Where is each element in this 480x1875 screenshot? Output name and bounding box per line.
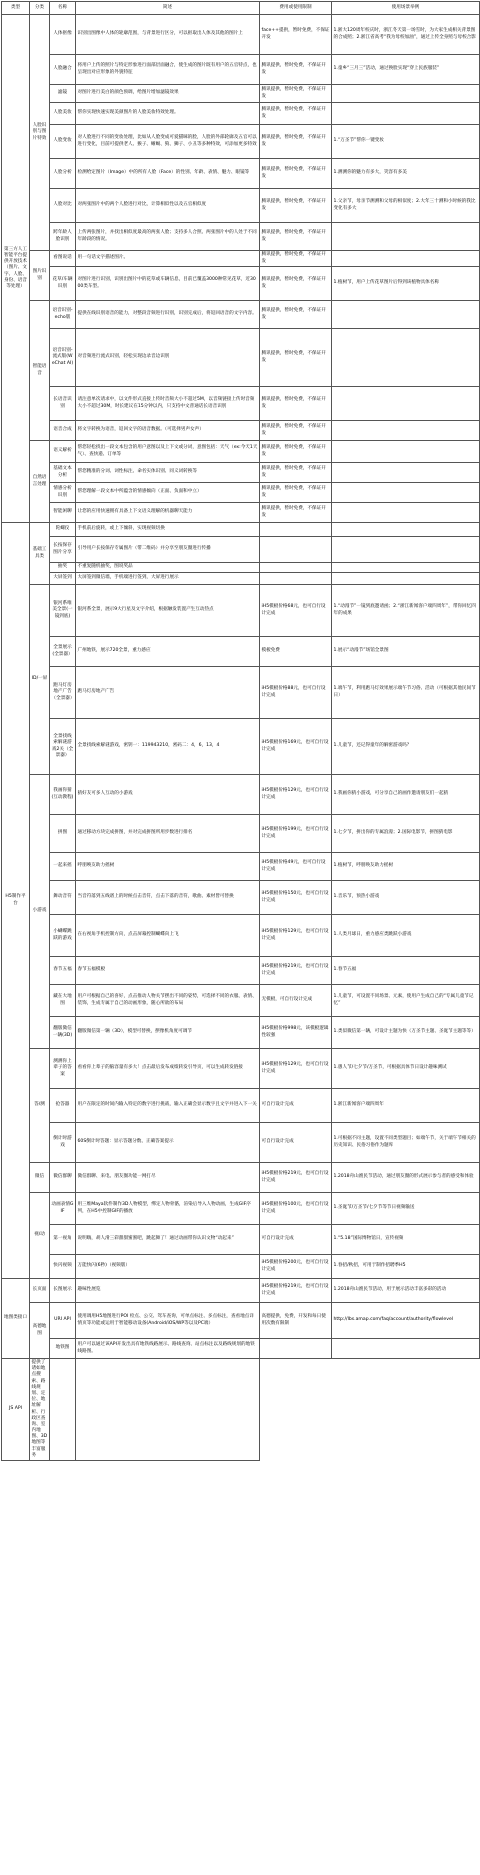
fee-cell: iH5模板价格200元，也可自行设计完成 [260, 1255, 332, 1279]
fee-cell: iH5模板价格219元，也可自行设计完成 [260, 1279, 332, 1303]
table-header [2, 2, 480, 15]
description-cell: 用户可根据自己的喜好，点击推动人物关节摆出不同的姿势，可选择不同的衣服、表情、装饰，生成专属于自己的动画形象，随心所欲的布局 [76, 985, 260, 1017]
table-row [2, 637, 480, 667]
name-cell: 人体抠像 [50, 15, 76, 55]
table-row [2, 125, 480, 159]
table-row [2, 441, 480, 463]
fee-cell: 可自行设计完成 [260, 1225, 332, 1255]
fee-cell: iH5模板价格998元，该模板逻辑性较强 [260, 1017, 332, 1049]
table-row [2, 1193, 480, 1225]
fee-cell: iH5模板价格129元，也可自行设计完成 [260, 915, 332, 957]
table-row [2, 957, 480, 985]
table-row [2, 159, 480, 189]
table-row [2, 1123, 480, 1163]
fee-cell: iH5模板价格88元，也可自行设计完成 [260, 667, 332, 719]
table-row [2, 1089, 480, 1123]
description-cell: 当音符落到五线谱上的时候点击音符，点击下落的音符，歌曲、素材皆可替换 [76, 881, 260, 915]
name-cell: 银河系唯美全景(一镜到底) [50, 585, 76, 637]
category-cell: 图片识别 [30, 251, 50, 301]
fee-cell: 腾讯提供，暂时免费，不保证开发 [260, 483, 332, 503]
name-cell: 全景找线索解谜游戏2关（全景器） [50, 719, 76, 775]
table-row [2, 915, 480, 957]
use-case-cell: 1.植树节，呼朋唤友助力摇树 [332, 853, 480, 881]
name-cell: 小蝴蝶跳跃的游戏 [50, 915, 76, 957]
use-case-cell: 1.春节五福 [332, 957, 480, 985]
use-case-cell [332, 421, 480, 441]
fee-cell: iH5模板价格219元，也可自行设计完成 [260, 957, 332, 985]
name-cell: 藏在大地图 [50, 985, 76, 1017]
fee-cell: 腾讯提供，暂时免费，不保证开发 [260, 103, 332, 125]
name-cell: 倒计时游戏 [50, 1123, 76, 1163]
table-row [2, 387, 480, 421]
description-cell: 用户在限定的时间内输入特定的数字进行挑战，输入正确会显示数字且文字并进入下一关 [76, 1089, 260, 1123]
fee-cell: iH5模板价格68元，也可自行设计完成 [260, 585, 332, 637]
table-row [2, 103, 480, 125]
fee-cell: 腾讯提供，暂时免费，不保证开发 [260, 441, 332, 463]
category-cell: 长页面 [30, 1279, 50, 1303]
fee-cell: iH5模板价格150元，也可自行设计完成 [260, 881, 332, 915]
fee-cell: iH5模板价格129元，也可自行设计完成 [260, 1049, 332, 1089]
fee-cell: face++提供，暂时免费，不保证开发 [260, 15, 332, 55]
use-case-cell [332, 573, 480, 585]
description-cell: 看看你上辈子的脑容量有多大！点击最后发布成绩转发引导页，可以生成转发链接 [76, 1049, 260, 1089]
use-case-cell: 1.童乡“三月三”活动，通过换脸实现“穿上民族服装” [332, 55, 480, 85]
use-case-cell [332, 463, 480, 483]
use-case-cell: 1.春招/秋招，可用于制作招聘季H5 [332, 1255, 480, 1279]
description-cell: 提供在线识别语音的能力，对整段音频进行识别，识别完成后，将返回语音的文字内容。 [76, 301, 260, 329]
fee-cell [260, 537, 332, 563]
name-cell: 人脸融合 [50, 55, 76, 85]
name-cell: 抽奖 [50, 563, 76, 573]
use-case-cell: 1.我画你猜小游戏，可分享自己的画作邀请朋友们一起猜 [332, 775, 480, 815]
name-cell: 微信群聊 [50, 1163, 76, 1193]
description-cell: 将用户上传的照片与特定形象进行面部层面融合，使生成的图片既有用户的五官特点，也呈现出对应形象的外貌特征 [76, 55, 260, 85]
fee-cell: 腾讯提供，暂时免费，不保证开发 [260, 159, 332, 189]
description-cell: 手机前后旋转，或上下倾斜，实现视频切换 [76, 523, 260, 537]
description-cell: 通过移动方块完成拼图，并对完成拼图所用步数进行排名 [76, 815, 260, 853]
description-cell: 帮您轻松找出一段文本包含的用户意图以及上下文或分词，意图包括：天气（ex:今天1天气）、查快递、订单等 [76, 441, 260, 463]
description-cell: 万能快闪(6秒)（视频版） [76, 1255, 260, 1279]
fee-cell: 腾讯提供，暂时免费，不保证开发 [260, 267, 332, 301]
description-cell: 帮你实现快速实现美颜图片的人脸美妆特效处理。 [76, 103, 260, 125]
use-case-cell [332, 483, 480, 503]
category-cell: 基础工具类 [30, 523, 50, 585]
use-case-cell: 1.展示“动漫节”场馆全景图 [332, 637, 480, 667]
name-cell: 测测你上辈子的答案 [50, 1049, 76, 1089]
fee-cell: 腾讯提供，暂时免费，不保证开发 [260, 463, 332, 483]
name-cell: 第一视角 [50, 1225, 76, 1255]
fee-cell: iH5模板价格199元，也可自行设计完成 [260, 815, 332, 853]
table-row [2, 267, 480, 301]
fee-cell: 腾讯提供，暂时免费，不保证开发 [260, 387, 332, 421]
table-row [2, 1359, 480, 1461]
table-row [2, 523, 480, 537]
use-case-cell: http://lbs.amap.com/faq/account/authority/flowlevel [332, 1303, 480, 1339]
description-cell: 用一句话文字描述图片。 [76, 251, 260, 267]
fee-cell: 腾讯提供，暂时免费，不保证开发 [260, 85, 332, 103]
use-case-cell: 1.圣诞节/万圣节/七夕节等节日视频输送 [332, 1193, 480, 1225]
use-case-cell [332, 503, 480, 523]
fee-cell: 腾讯提供，暂时免费，不保证开发 [260, 503, 332, 523]
table-row [2, 1017, 480, 1049]
fee-cell: iH5模板价格100元，也可自行设计完成 [260, 1193, 332, 1225]
description-cell: 将文字转换为语音，返回文字的语音数据。（可选择男声女声） [76, 421, 260, 441]
use-case-cell: 1.浙江新闻客户端四周年 [332, 1089, 480, 1123]
name-cell: 滤镜 [50, 85, 76, 103]
category-cell: 自然语言处理 [30, 441, 50, 523]
table-row [2, 463, 480, 483]
capability-table [1, 1, 480, 1461]
use-case-cell [332, 251, 480, 267]
name-cell: 一起来摇 [50, 853, 76, 881]
description-cell: 对音频进行流式识别，轻松实现边录音边识别 [76, 329, 260, 387]
name-cell: 快闪视频 [50, 1255, 76, 1279]
use-case-cell [332, 537, 480, 563]
name-cell: 人脸对比 [50, 189, 76, 223]
description-cell: 不重复随机抽奖，图说奖品 [76, 563, 260, 573]
description-cell: 用户可以通过该API开发出具有地铁线路展示、路线查询、站点标注以及路线规划的地铁线路图。 [76, 1339, 260, 1359]
use-case-cell: 1.2018舟山渔民节活动，用于展示活动丰富多彩的活动 [332, 1279, 480, 1303]
table-row [2, 985, 480, 1017]
name-cell: 舞动音符 [50, 881, 76, 915]
header-fee: 费用或使用限制 [260, 2, 332, 15]
description-cell: 上传两张图片，并找出相似度最高的两张人脸；支持多人合照、两张图片中的人处于不同年龄段的情况。 [76, 223, 260, 251]
fee-cell: iH5模板价格129元，也可自行设计完成 [260, 775, 332, 815]
use-case-cell [332, 103, 480, 125]
use-case-cell: 1.愚人节/七夕节/万圣节，可根据具体节日设计趣味测试 [332, 1049, 480, 1089]
name-cell: 抢答器 [50, 1089, 76, 1123]
description-cell: 引导用户长按保存专属图片（带二维码）并分享至朋友圈进行传播 [76, 537, 260, 563]
name-cell: 智能闲聊 [50, 503, 76, 523]
use-case-cell: 1.儿童节，还记得童年的解密游戏吗？ [332, 719, 480, 775]
name-cell: 长按保存图片分享 [50, 537, 76, 563]
category-cell: 答/测 [30, 1049, 50, 1163]
table-row [2, 15, 480, 55]
name-cell: 情感分析识别 [50, 483, 76, 503]
name-cell: 花草/车辆识别 [50, 267, 76, 301]
name-cell: 看图说话 [50, 251, 76, 267]
fee-cell: 腾讯提供，暂时免费，不保证开发 [260, 189, 332, 223]
description-cell: 翻版微信第一辆（3D），模型可替换，摆像机角度可调节 [76, 1017, 260, 1049]
description-cell: 帮您理解一段文本中所蕴含的情感倾向（正面、负面和中立） [76, 483, 260, 503]
name-cell: 跨年龄人脸识别 [50, 223, 76, 251]
use-case-cell [332, 301, 480, 329]
table-row [2, 1049, 480, 1089]
category-cell: 微信 [30, 1163, 50, 1193]
table-row [2, 223, 480, 251]
description-cell: 跑马灯房地产广告 [76, 667, 260, 719]
use-case-cell [332, 85, 480, 103]
fee-cell: iH5模板价格49元，也可自行设计完成 [260, 853, 332, 881]
table-row [2, 1255, 480, 1279]
header-use-case: 使用场景举例 [332, 2, 480, 15]
table-row [2, 585, 480, 637]
name-cell: 跑马灯房地产广告（全景器） [50, 667, 76, 719]
header-description: 简述 [76, 2, 260, 15]
fee-cell [260, 1339, 332, 1359]
fee-cell: 腾讯提供，暂时免费，不保证开发 [260, 55, 332, 85]
name-cell: 翻版微信一辆(3D) [50, 1017, 76, 1049]
table-row [2, 853, 480, 881]
table-row [2, 1279, 480, 1303]
description-cell: 银河系全景，展示9大行星及文字介绍，根据触发装置产生互动热点 [76, 585, 260, 637]
description-cell: 对人脸进行不同的变妆处理，比如从人脸变成可爱猫咪的脸，人脸的外部轮廓及五官可以进行变化，目前可提供老人、猴子、蜥蜴、狗、狮子、小丑等多种特效，可添加更多特效 [76, 125, 260, 159]
header-type: 类型 [2, 2, 30, 15]
fee-cell: 腾讯提供，暂时免费，不保证开发 [260, 125, 332, 159]
fee-cell [260, 523, 332, 537]
table-row [2, 537, 480, 563]
use-case-cell: 1.人类月球日，重力感应类跳跃小游戏 [332, 915, 480, 957]
use-case-cell: 1.植树节，用户上传花草图片后得到该植物具体名称 [332, 267, 480, 301]
name-cell: 人脸分析 [50, 159, 76, 189]
use-case-cell: 1.2018舟山渔民节活动，通过朋友圈的形式展示参与者的感受和体验 [332, 1163, 480, 1193]
table-row [2, 815, 480, 853]
description-cell: 大屏签到微信墙，手机端进行签到，大屏进行展示 [76, 573, 260, 585]
description-cell: 识别出图像中人体的轮廓范围，与背景进行区分，可以抠取出人体及其他的图片上 [76, 15, 260, 55]
table-row [2, 301, 480, 329]
category-cell: 高德地图 [30, 1303, 50, 1359]
use-case-cell: 1.“5.18”国际博物馆日，宣传视频 [332, 1225, 480, 1255]
fee-cell [260, 563, 332, 573]
use-case-cell [332, 329, 480, 387]
description-cell: 对图片进行识别，识别出图片中的花草或车辆信息，目前已覆盖3000种常见花草，近3000类车型。 [76, 267, 260, 301]
table-row [2, 573, 480, 585]
fee-cell: 可自行设计完成 [260, 1123, 332, 1163]
description-cell: 趣味性展览 [76, 1279, 260, 1303]
name-cell: 地铁图 [50, 1339, 76, 1359]
description-cell: 60S倒计时答题：显示答题分数、正确答案提示 [76, 1123, 260, 1163]
description-cell: 对两张图片中的两个人脸进行对比，计算相似性以及五官相似度 [76, 189, 260, 223]
table-row [2, 251, 480, 267]
fee-cell: iH5模板价格219元，也可自行设计完成 [260, 1163, 332, 1193]
category-cell: 智能语音 [30, 301, 50, 441]
fee-cell: 腾讯提供，暂时免费，不保证开发 [260, 329, 332, 387]
use-case-cell: 1.“动漫节”一镜到底邀请函；2.“浙江新闻客户端四周年”，带你回忆四年的成果 [332, 585, 480, 637]
category-cell: 小游戏 [30, 775, 50, 1049]
table-row [2, 421, 480, 441]
fee-cell: 模板免费 [260, 637, 332, 667]
description-cell: 呼朋唤友助力摇树 [76, 853, 260, 881]
category-cell: ID/一屏 [30, 585, 50, 775]
use-case-cell: 1.类似微信第一辆，可设计主题为快（万圣节主题、圣诞节主题等等） [332, 1017, 480, 1049]
description-cell: 使用调用H5地图进行POI 检点、公交、驾车查询，可单点标注、多点标注，查看地点详情页等功能或运用于智能移动设备(Android/iOS/WP等以及PC端） [76, 1303, 260, 1339]
use-case-cell: 1.儿童节，可设置不同场景、元素，使用户生成自己的“专属儿童节记忆” [332, 985, 480, 1017]
description-cell: 让您的应用快速拥有具备上下文语义理解的机器聊天能力 [76, 503, 260, 523]
name-cell: 人脸美妆 [50, 103, 76, 125]
fee-cell: 腾讯提供，暂时免费，不保证开发 [260, 301, 332, 329]
table-row [2, 503, 480, 523]
use-case-cell: 1.可根据不同主题，设置不同类型题目；如端午节，关于端午节相关的历史知识、民俗习俗作为题库 [332, 1123, 480, 1163]
table-row [2, 55, 480, 85]
name-cell: 人脸变妆 [50, 125, 76, 159]
table-row [2, 667, 480, 719]
use-case-cell: 1.音乐节，预热小游戏 [332, 881, 480, 915]
fee-cell [260, 573, 332, 585]
name-cell: 长图展示 [50, 1279, 76, 1303]
description-cell: 广州地铁，展示720全景，重力感应 [76, 637, 260, 667]
fee-cell: 腾讯提供，暂时免费，不保证开发 [260, 421, 332, 441]
table-row [2, 1303, 480, 1339]
fee-cell: 腾讯提供，暂时免费，不保证开发 [260, 251, 332, 267]
category-cell: 视/动 [30, 1193, 50, 1279]
table-row [2, 189, 480, 223]
use-case-cell [76, 1359, 260, 1461]
use-case-cell: 1.端午节，利用跑马灯效果展示端午节习俗、活动（可根据其他民间节日） [332, 667, 480, 719]
name-cell: 动画表情GIF [50, 1193, 76, 1225]
name-cell: 我画你猜(互动教程) [50, 775, 76, 815]
use-case-cell: 1.浙大120周年校庆时，浙江冬天第一场雪时，为大家生成相关背景图的合成照；2.浙江省高考“我为母校加油”，通过上传全身照与母校合影 [332, 15, 480, 55]
table-row [2, 85, 480, 103]
description-cell: 微信群聊、来电、朋友圈功能一网打尽 [76, 1163, 260, 1193]
table-row [2, 719, 480, 775]
fee-cell: 无模板，可自行设计完成 [260, 985, 332, 1017]
use-case-cell: 1.七夕节，拼出你的专属浪漫；2.国际电影节，拼图猜电影 [332, 815, 480, 853]
name-cell: 语音识别-echo版 [50, 301, 76, 329]
use-case-cell [332, 223, 480, 251]
category-cell: 人脸识别与图片特效 [30, 15, 50, 251]
use-case-cell [332, 523, 480, 537]
use-case-cell: 1.父亲节，母亲节测测和父母的相似度；2.大年三十测和小时候的我比变化有多大 [332, 189, 480, 223]
table-row [2, 1225, 480, 1255]
fee-cell: 可自行设计完成 [260, 1089, 332, 1123]
type-cell: 第三方人工智能平台提供开放技术（图片、文字、人脸、身份、语音等处理） [2, 15, 30, 523]
table-row [2, 483, 480, 503]
table-row [2, 1339, 480, 1359]
name-cell: 基础文本分析 [50, 463, 76, 483]
header-name: 名称 [50, 2, 76, 15]
table-row [2, 775, 480, 815]
header-category: 分类 [30, 2, 50, 15]
description-cell: 用三维Maya软件制作3D人物模型，绑定人物骨骼，渲染后导入人物动画，生成GIF序列，在H5中控制GIF的播放 [76, 1193, 260, 1225]
description-cell: 请注意单次请求中，以文件形式直接上传时音频大小不超过5M，以音频链接上传时音频大小不超过30M，时长建议在15分钟以内，只支持中文普通话长语音识别 [76, 387, 260, 421]
description-cell: 全景找线索解谜游戏，密钥一：119943210，密码二：4，6，13，4 [76, 719, 260, 775]
table-row [2, 1163, 480, 1193]
fee-cell: 高德提供，免费，开发和每日使用次数有限制 [260, 1303, 332, 1339]
name-cell: 拼图 [50, 815, 76, 853]
table-row [2, 881, 480, 915]
fee-cell [50, 1359, 76, 1461]
table-row [2, 329, 480, 387]
use-case-cell [332, 387, 480, 421]
description-cell: 猜好友可多人互动的小游戏 [76, 775, 260, 815]
name-cell: 大屏签到 [50, 573, 76, 585]
name-cell: 全景展示(全景器） [50, 637, 76, 667]
description-cell: 春节五福模板 [76, 957, 260, 985]
description-cell: 帮您精准的分词、词性标注、命名实体识别、同义词转换等 [76, 463, 260, 483]
table-row [2, 563, 480, 573]
name-cell: 陀螺仪 [50, 523, 76, 537]
fee-cell: 腾讯提供，暂时免费，不保证开发 [260, 223, 332, 251]
use-case-cell [332, 563, 480, 573]
use-case-cell: 1.“万圣节”帮你一键变妆 [332, 125, 480, 159]
name-cell: JS API [2, 1359, 30, 1461]
use-case-cell [332, 441, 480, 463]
use-case-cell: 1.测测你的魅力有多大，笑容有多美 [332, 159, 480, 189]
description-cell: 检测给定图片（Image）中的所有人脸（Face）的性别、年龄、表情、魅力、眼镜等 [76, 159, 260, 189]
name-cell: 语音识别-流式版(WeChat AI) [50, 329, 76, 387]
description-cell: 在右视角手机控制方向，点击屏幕控制蝴蝶向上飞 [76, 915, 260, 957]
name-cell: 语义解析 [50, 441, 76, 463]
name-cell: 春节五福 [50, 957, 76, 985]
name-cell: 长语音识别 [50, 387, 76, 421]
type-cell: 地图类接口 [2, 1279, 30, 1359]
description-cell: 说明嗨，胡人滑三彩甜甜蜜蜜吧，跳起舞了！通过动画带你认识文物“动起来” [76, 1225, 260, 1255]
description-cell: 对图片进行美白的颜色预调，给图片增加滤镜效果 [76, 85, 260, 103]
type-cell: H5制作平台 [2, 523, 30, 1279]
description-cell: 提供了诸如地点搜索、路线规划、定位、地址解析、行政区查询、室内地图、3D地图等丰富服务 [30, 1359, 50, 1461]
name-cell: URI API [50, 1303, 76, 1339]
use-case-cell [332, 1339, 480, 1359]
name-cell: 语音合成 [50, 421, 76, 441]
fee-cell: iH5模板价格169元，也可自行设计完成 [260, 719, 332, 775]
